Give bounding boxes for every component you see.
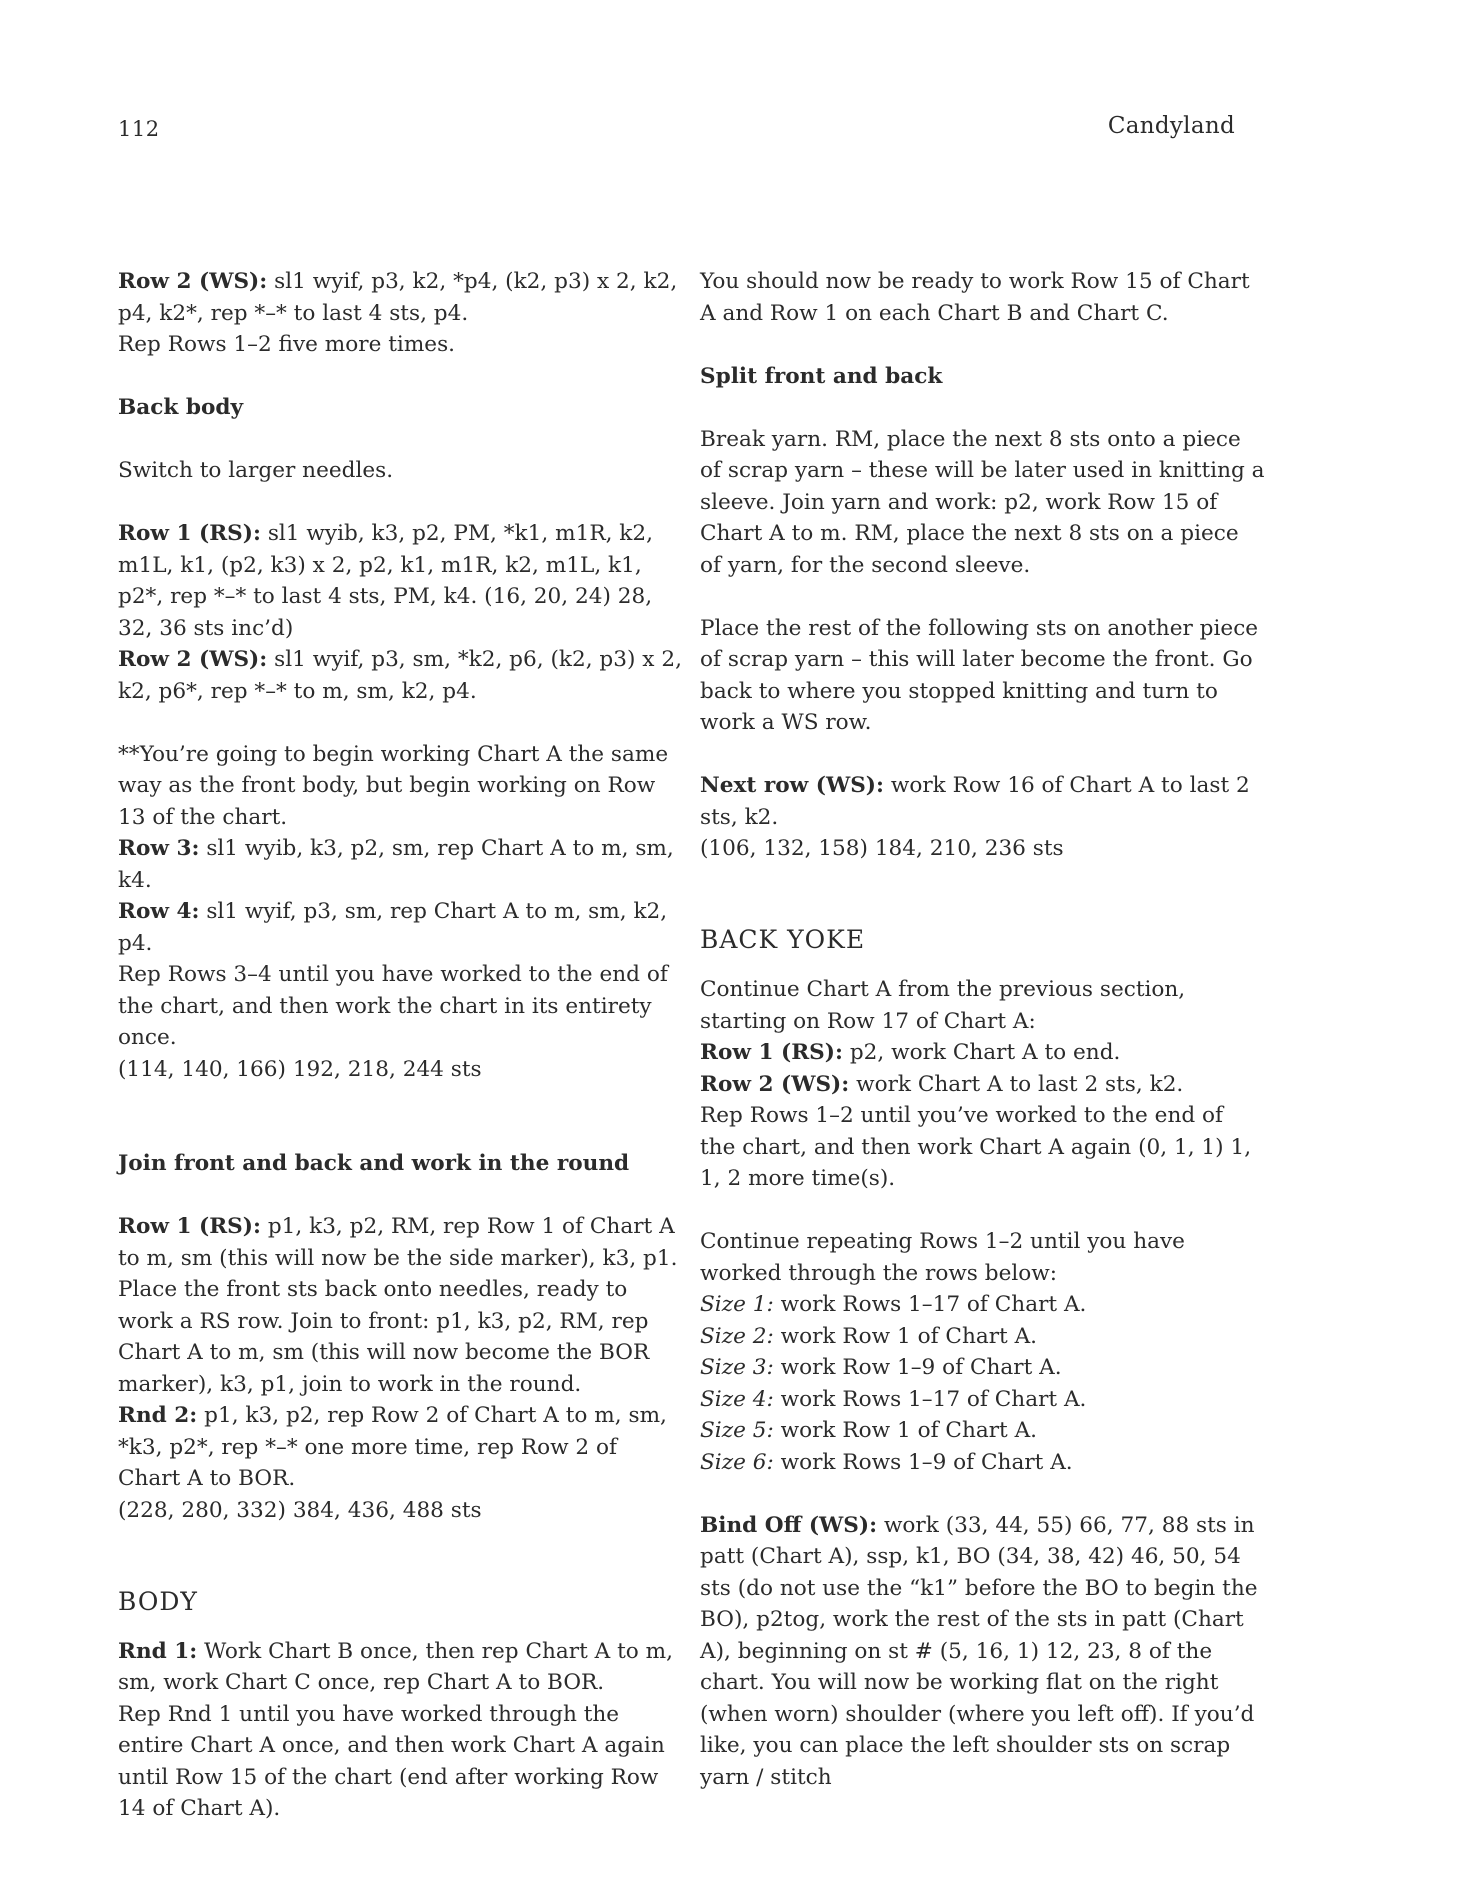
stitch-count: (114, 140, 166) 192, 218, 244 sts	[118, 1056, 482, 1082]
size-label: Size 2:	[700, 1323, 774, 1349]
back-yoke-heading: BACK YOKE	[700, 925, 866, 954]
row-label: Rnd 2:	[118, 1403, 198, 1428]
size-text: work Rows 1–17 of Chart A.	[773, 1386, 1087, 1412]
back-body-heading: Back body	[118, 395, 244, 420]
row-text: p1, k3, p2, RM, rep Row 1 of Chart A to m, sm (this will now be the side marker), k3, p1. Place the front sts back onto needles, ready to work a RS row. Join to front: p1, k3, p2, RM, rep Chart A to m, sm (this will now become the BOR marker), k3, p1, join to work in the round.	[118, 1214, 678, 1397]
row-text: sl1 wyib, k3, p2, sm, rep Chart A to m, sm, k4.	[118, 836, 674, 893]
back-body-row2	[118, 644, 683, 707]
row-text: sl1 wyif, p3, sm, rep Chart A to m, sm, k2, p4.	[118, 899, 668, 956]
size-line	[700, 1384, 1265, 1416]
row-label: Row 2 (WS):	[118, 269, 268, 294]
row-label: Row 2 (WS):	[700, 1071, 850, 1097]
row-label: Next row (WS):	[700, 773, 884, 798]
row-label: Row 1 (RS):	[700, 1040, 843, 1065]
row-label: Row 3:	[118, 836, 200, 861]
size-text: work Row 1–9 of Chart A.	[773, 1355, 1062, 1380]
row-label: Rnd 1:	[118, 1638, 198, 1664]
size-text: work Row 1 of Chart A.	[773, 1323, 1038, 1349]
rep-rows34-instruction: Rep Rows 3–4 until you have worked to the end of the chart, and then work the chart in its entirety once.	[118, 962, 668, 1050]
row-label: Row 4:	[118, 899, 200, 924]
row-label: Row 1 (RS):	[118, 1214, 261, 1239]
size-text: work Row 1 of Chart A.	[773, 1418, 1038, 1443]
size-line	[700, 1415, 1265, 1447]
continue-rep-instruction: Continue repeating Rows 1–2 until you have worked through the rows below:	[700, 1229, 1185, 1286]
row-text: sl1 wyif, p3, k2, *p4, (k2, p3) x 2, k2, p4, k2*, rep *–* to last 4 sts, p4.	[118, 269, 678, 326]
join-heading: Join front and back and work in the round	[118, 1151, 630, 1176]
row-label: Row 1 (RS):	[118, 521, 261, 546]
size-label: Size 6:	[700, 1449, 774, 1475]
break-yarn-instruction: Break yarn. RM, place the next 8 sts onto a piece of scrap yarn – these will be later used in knitting a sleeve. Join yarn and work: p2, work Row 15 of Chart A to m. RM, place the next 8 sts on a piece of yarn, for the second sleeve.	[700, 426, 1265, 578]
ready-instruction: You should now be ready to work Row 15 of Chart A and Row 1 on each Chart B and Chart C.	[700, 269, 1250, 326]
row2-ws-instruction	[118, 266, 683, 329]
row4-instruction	[118, 896, 683, 959]
size-line	[700, 1289, 1265, 1321]
size-text: work Rows 1–9 of Chart A.	[773, 1449, 1073, 1475]
stitch-count: (106, 132, 158) 184, 210, 236 sts	[700, 836, 1064, 861]
row-text: sl1 wyif, p3, sm, *k2, p6, (k2, p3) x 2, k2, p6*, rep *–* to m, sm, k2, p4.	[118, 647, 682, 704]
size-label: Size 1:	[700, 1292, 774, 1317]
body-section-heading: BODY	[118, 1586, 198, 1616]
switch-needles-instruction: Switch to larger needles.	[118, 458, 394, 483]
split-heading: Split front and back	[700, 363, 943, 389]
size-line	[700, 1447, 1265, 1479]
right-column	[700, 266, 1265, 1793]
size-label: Size 4:	[700, 1386, 774, 1412]
body-rnd1	[118, 1636, 683, 1699]
row-text: work Row 16 of Chart A to last 2 sts, k2.	[700, 773, 1250, 830]
join-row1	[118, 1211, 683, 1400]
row-text: work (33, 44, 55) 66, 77, 88 sts in patt (Chart A), ssp, k1, BO (34, 38, 42) 46, 50, 54 sts (do not use the “k1” before the BO to begin the BO), p2tog, work the rest of the sts in patt (Chart A), beginning on st # (5, 16, 1) 12, 23, 8 of the chart. You will now be working flat on the right (when worn) shoulder (where you left off). If you’d like, you can place the left shoulder sts on scrap yarn / stitch	[700, 1512, 1258, 1790]
bind-off-instruction	[700, 1510, 1265, 1794]
size-label: Size 3:	[700, 1355, 774, 1380]
back-body-row1	[118, 518, 683, 644]
running-header-title: Candyland	[1107, 113, 1235, 139]
body-rep-instruction: Rep Rnd 1 until you have worked through the entire Chart A once, and then work Chart A again until Row 15 of the chart (end after working Row 14 of Chart A).	[118, 1701, 665, 1821]
size-label: Size 5:	[700, 1418, 774, 1443]
size-line	[700, 1321, 1265, 1353]
row-text: p2, work Chart A to end.	[842, 1040, 1121, 1065]
page-number: 112	[118, 117, 160, 141]
place-rest-instruction: Place the rest of the following sts on another piece of scrap yarn – this will later become the front. Go back to where you stopped knitting and turn to work a WS row.	[700, 615, 1259, 735]
row-text: p1, k3, p2, rep Row 2 of Chart A to m, sm, *k3, p2*, rep *–* one more time, rep Row 2 of Chart A to BOR.	[118, 1403, 667, 1491]
row-text: work Chart A to last 2 sts, k2.	[849, 1071, 1184, 1097]
join-rnd2	[118, 1400, 683, 1495]
row-text: Work Chart B once, then rep Chart A to m, sm, work Chart C once, rep Chart A to BOR.	[118, 1638, 673, 1695]
rep-rows-instruction: Rep Rows 1–2 five more times.	[118, 332, 456, 357]
back-yoke-row1	[700, 1037, 1265, 1069]
left-column	[118, 266, 683, 1825]
back-yoke-row2	[700, 1069, 1265, 1101]
continue-instruction: Continue Chart A from the previous section, starting on Row 17 of Chart A:	[700, 977, 1186, 1034]
back-yoke-rep: Rep Rows 1–2 until you’ve worked to the end of the chart, and then work Chart A again (0, 1, 1) 1, 1, 2 more time(s).	[700, 1103, 1252, 1191]
row3-instruction	[118, 833, 683, 896]
size-line	[700, 1352, 1265, 1384]
size-text: work Rows 1–17 of Chart A.	[773, 1292, 1087, 1317]
chart-a-note: **You’re going to begin working Chart A the same way as the front body, but begin working on Row 13 of the chart.	[118, 741, 669, 830]
stitch-count: (228, 280, 332) 384, 436, 488 sts	[118, 1497, 482, 1523]
row-text: sl1 wyib, k3, p2, PM, *k1, m1R, k2, m1L, k1, (p2, k3) x 2, p2, k1, m1R, k2, m1L, k1, p2*, rep *–* to last 4 sts, PM, k4. (16, 20, 24) 28, 32, 36 sts inc’d)	[118, 521, 653, 641]
next-row-instruction	[700, 770, 1265, 833]
row-label: Bind Off (WS):	[700, 1512, 878, 1538]
row-label: Row 2 (WS):	[118, 647, 268, 672]
